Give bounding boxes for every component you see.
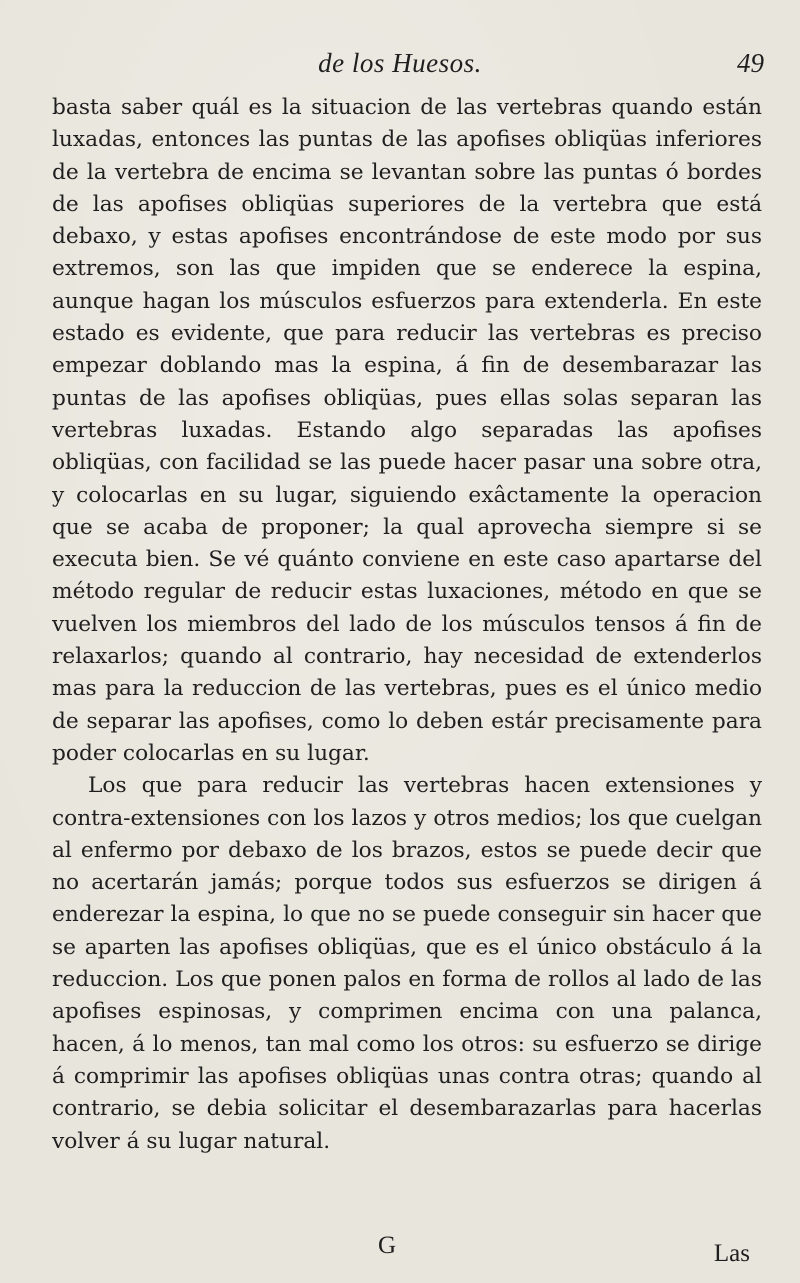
body-text <box>52 92 762 1158</box>
paragraph: Los que para reducir las vertebras hacen extensiones y contra-extensiones con los lazos y otros medios; los que cuelgan al enfermo por debaxo de los brazos, estos se puede decir que no acertarán jamás; porque todos sus esfuerzos se dirigen á enderezar la espina, lo que no se puede conseguir sin hacer que se aparten las apofises obliqüas, que es el único obstáculo á la reduccion. Los que ponen palos en forma de rollos al lado de las apofises espinosas, y comprimen encima con una palanca, hacen, á lo menos, tan mal como los otros: su esfuerzo se dirige á comprimir las apofises obliqüas unas contra otras; quando al contrario, se debia solicitar el desembarazarlas para hacerlas volver á su lugar natural. <box>52 773 762 1154</box>
signature-mark: G <box>378 1232 397 1259</box>
page-footer <box>0 1232 800 1272</box>
catchword: Las <box>713 1240 750 1267</box>
page-number: 49 <box>737 48 764 78</box>
running-head: de los Huesos. <box>318 48 482 78</box>
page-header <box>0 42 800 82</box>
paragraph-continued: basta saber quál es la situacion de las vertebras quando están luxadas, entonces las puntas de las apofises obliqüas inferiores de la vertebra de encima se levantan sobre las puntas ó bordes de las apofises obliqüas superiores de la vertebra que está debaxo, y estas apofises encontrándose de este modo por sus extremos, son las que impiden que se enderece la espina, aunque hagan los músculos esfuerzos para extenderla. En este estado es evidente, que para reducir las vertebras es preciso empezar doblando mas la espina, á fin de desembarazar las puntas de las apofises obliqüas, pues ellas solas separan las vertebras luxadas. Estando algo separadas las apofises obliqüas, con facilidad se las puede hacer pasar una sobre otra, y colocarlas en su lugar, siguiendo exâctamente la operacion que se acaba de proponer; la qual aprovecha siempre si se executa bien. Se vé quánto conviene en este caso apartarse del método regular de reducir estas luxaciones, método en que se vuelven los miembros del lado de los músculos tensos á fin de relaxarlos; quando al contrario, hay necesidad de extenderlos mas para la reduccion de las vertebras, pues es el único medio de separar las apofises, como lo deben estár precisamente para poder colocarlas en su lugar. <box>52 95 762 766</box>
